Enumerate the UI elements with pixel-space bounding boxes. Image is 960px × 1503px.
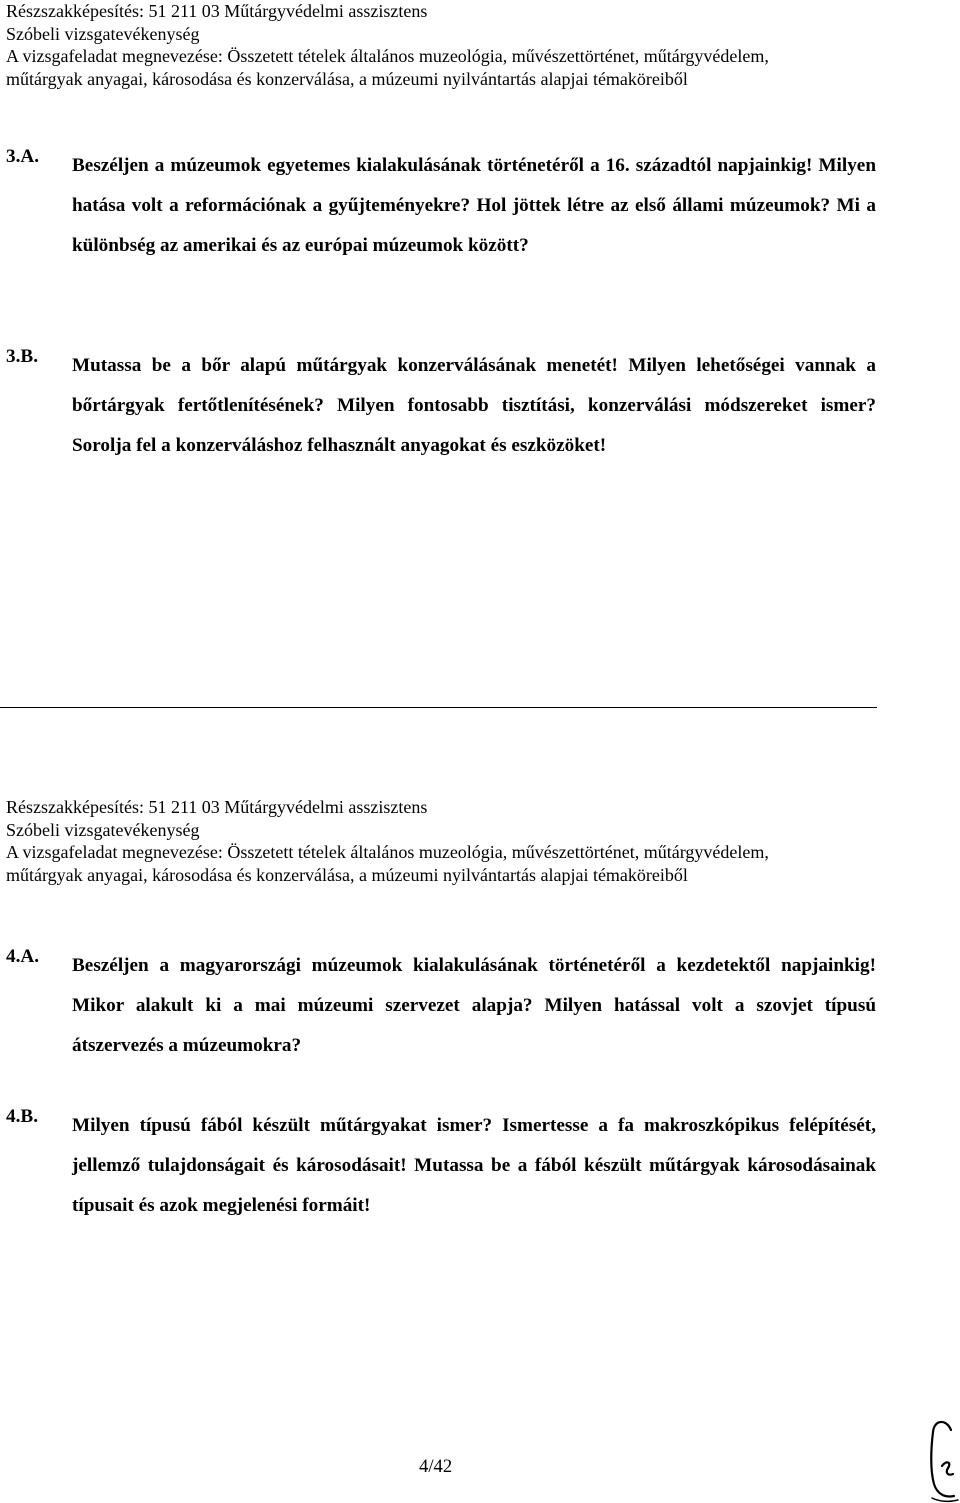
header-qualification: Részszakképesítés: 51 211 03 Műtárgyvédelmi asszisztens — [6, 797, 428, 817]
header-task-name: A vizsgafeladat megnevezése: Összetett tételek általános muzeológia, művészettörténet, műtárgyvédelem, — [6, 842, 769, 862]
question-label: 3.B. — [6, 346, 38, 367]
page-header-top — [6, 0, 769, 90]
header-qualification: Részszakképesítés: 51 211 03 Műtárgyvédelmi asszisztens — [6, 1, 428, 21]
page-number: 4/42 — [419, 1456, 453, 1477]
page-header-bottom — [6, 796, 769, 886]
page-divider — [0, 707, 877, 708]
question-text: Beszéljen a múzeumok egyetemes kialakulásának történetéről a 16. századtól napjainkig! Milyen hatása volt a reformációnak a gyűjteményekre? Hol jöttek létre az első állami múzeumok? Mi a különbség az amerikai és az európai múzeumok között? — [72, 155, 876, 256]
question-label: 4.A. — [6, 946, 40, 967]
question-4b — [6, 1106, 876, 1226]
question-4a — [6, 946, 876, 1066]
header-task-topics: műtárgyak anyagai, károsodása és konzerválása, a múzeumi nyilvántartás alapjai témaköreiből — [6, 68, 688, 89]
question-3b — [6, 346, 876, 466]
question-3a — [6, 146, 876, 266]
question-label: 3.A. — [6, 146, 40, 167]
question-text: Beszéljen a magyarországi múzeumok kialakulásának történetéről a kezdetektől napjainkig! Mikor alakult ki a mai múzeumi szervezet alapja? Milyen hatással volt a szovjet típusú átszervezés a múzeumokra? — [72, 955, 876, 1056]
header-activity: Szóbeli vizsgatevékenység — [6, 23, 200, 44]
question-label: 4.B. — [6, 1106, 38, 1127]
header-task-topics: műtárgyak anyagai, károsodása és konzerválása, a múzeumi nyilvántartás alapjai témaköreiből — [6, 864, 688, 885]
header-task-name: A vizsgafeladat megnevezése: Összetett tételek általános muzeológia, művészettörténet, műtárgyvédelem, — [6, 46, 769, 66]
header-activity: Szóbeli vizsgatevékenység — [6, 819, 200, 840]
signature-mark — [918, 1418, 960, 1503]
question-text: Mutassa be a bőr alapú műtárgyak konzerválásának menetét! Milyen lehetőségei vannak a bőrtárgyak fertőtlenítésének? Milyen fontosabb tisztítási, konzerválási módszereket ismer? Sorolja fel a konzerváláshoz felhasznált anyagokat és eszközöket! — [72, 355, 876, 456]
question-text: Milyen típusú fából készült műtárgyakat ismer? Ismertesse a fa makroszkópikus felépítését, jellemző tulajdonságait és károsodásait! Mutassa be a fából készült műtárgyak károsodásainak típusait és azok megjelenési formáit! — [72, 1115, 876, 1216]
